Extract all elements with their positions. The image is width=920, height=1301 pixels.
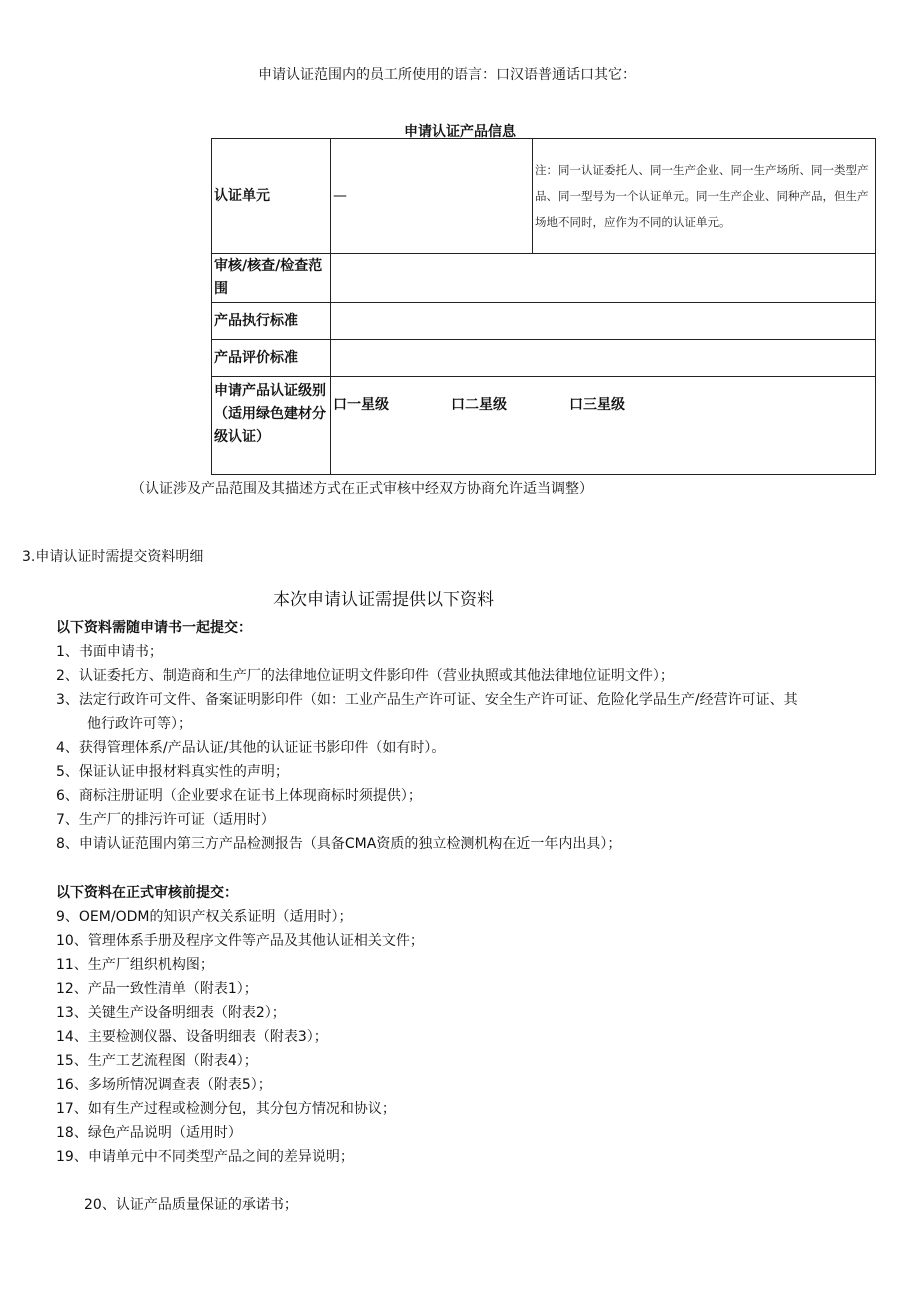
table-title: 申请认证产品信息 bbox=[404, 124, 516, 140]
exec-std-label: 产品执行标准 bbox=[212, 303, 331, 340]
list-item: 10、管理体系手册及程序文件等产品及其他认证相关文件； bbox=[56, 933, 424, 949]
eval-std-value[interactable] bbox=[331, 340, 876, 377]
materials-title: 本次申请认证需提供以下资料 bbox=[273, 590, 494, 610]
language-line: 申请认证范围内的员工所使用的语言：口汉语普通话口其它： bbox=[258, 67, 636, 83]
list-item: 17、如有生产过程或检测分包，其分包方情况和协议； bbox=[56, 1101, 396, 1117]
scope-label: 审核/核查/检查范围 bbox=[212, 254, 331, 303]
list-item: 18、绿色产品说明（适用时） bbox=[56, 1125, 242, 1141]
list-item: 14、主要检测仪器、设备明细表（附表3）； bbox=[56, 1029, 328, 1045]
eval-std-label: 产品评价标准 bbox=[212, 340, 331, 377]
list-item: 13、关键生产设备明细表（附表2）； bbox=[56, 1005, 286, 1021]
list-item: 12、产品一致性清单（附表1）； bbox=[56, 981, 258, 997]
exec-std-value[interactable] bbox=[331, 303, 876, 340]
product-info-table bbox=[211, 138, 876, 475]
level-three-star-checkbox[interactable]: 口三星级 bbox=[569, 397, 625, 413]
scope-remark: （认证涉及产品范围及其描述方式在正式审核中经双方协商允许适当调整） bbox=[131, 481, 593, 497]
unit-note: 注：同一认证委托人、同一生产企业、同一生产场所、同一类型产品、同一型号为一个认证单元。同一生产企业、同种产品，但生产场地不同时，应作为不同的认证单元。 bbox=[533, 139, 876, 254]
level-label: 申请产品认证级别（适用绿色建材分级认证） bbox=[212, 377, 331, 475]
scope-value[interactable] bbox=[331, 254, 876, 303]
table-row bbox=[212, 139, 876, 254]
list-item: 15、生产工艺流程图（附表4）； bbox=[56, 1053, 258, 1069]
level-two-star-checkbox[interactable]: 口二星级 bbox=[451, 397, 507, 413]
list-item: 8、申请认证范围内第三方产品检测报告（具备CMA资质的独立检测机构在近一年内出具）； bbox=[56, 836, 622, 852]
list-item: 9、OEM/ODM的知识产权关系证明（适用时）； bbox=[56, 909, 353, 925]
group1-header: 以下资料需随申请书一起提交： bbox=[56, 620, 252, 636]
unit-value: — bbox=[331, 139, 533, 254]
table-row bbox=[212, 303, 876, 340]
table-row bbox=[212, 377, 876, 475]
list-item: 20、认证产品质量保证的承诺书； bbox=[84, 1197, 298, 1213]
table-row bbox=[212, 254, 876, 303]
level-one-star-checkbox[interactable]: 口一星级 bbox=[333, 397, 389, 413]
list-item-continuation: 他行政许可等）； bbox=[87, 716, 192, 732]
level-options bbox=[331, 377, 876, 475]
list-item: 5、保证认证申报材料真实性的声明； bbox=[56, 764, 289, 780]
list-item: 6、商标注册证明（企业要求在证书上体现商标时须提供）； bbox=[56, 788, 422, 804]
list-item: 7、生产厂的排污许可证（适用时） bbox=[56, 812, 275, 828]
group2-header: 以下资料在正式审核前提交： bbox=[56, 885, 238, 901]
list-item: 11、生产厂组织机构图； bbox=[56, 957, 214, 973]
list-item: 4、获得管理体系/产品认证/其他的认证证书影印件（如有时）。 bbox=[56, 740, 446, 756]
list-item: 3、法定行政许可文件、备案证明影印件（如：工业产品生产许可证、安全生产许可证、危险化学品生产/经营许可证、其 bbox=[56, 692, 798, 708]
list-item: 19、申请单元中不同类型产品之间的差异说明； bbox=[56, 1149, 354, 1165]
section-3-title: 3.申请认证时需提交资料明细 bbox=[22, 549, 204, 565]
table-row bbox=[212, 340, 876, 377]
unit-label: 认证单元 bbox=[212, 139, 331, 254]
list-item: 1、书面申请书； bbox=[56, 644, 163, 660]
list-item: 16、多场所情况调查表（附表5）； bbox=[56, 1077, 272, 1093]
list-item: 2、认证委托方、制造商和生产厂的法律地位证明文件影印件（营业执照或其他法律地位证明文件）； bbox=[56, 668, 674, 684]
